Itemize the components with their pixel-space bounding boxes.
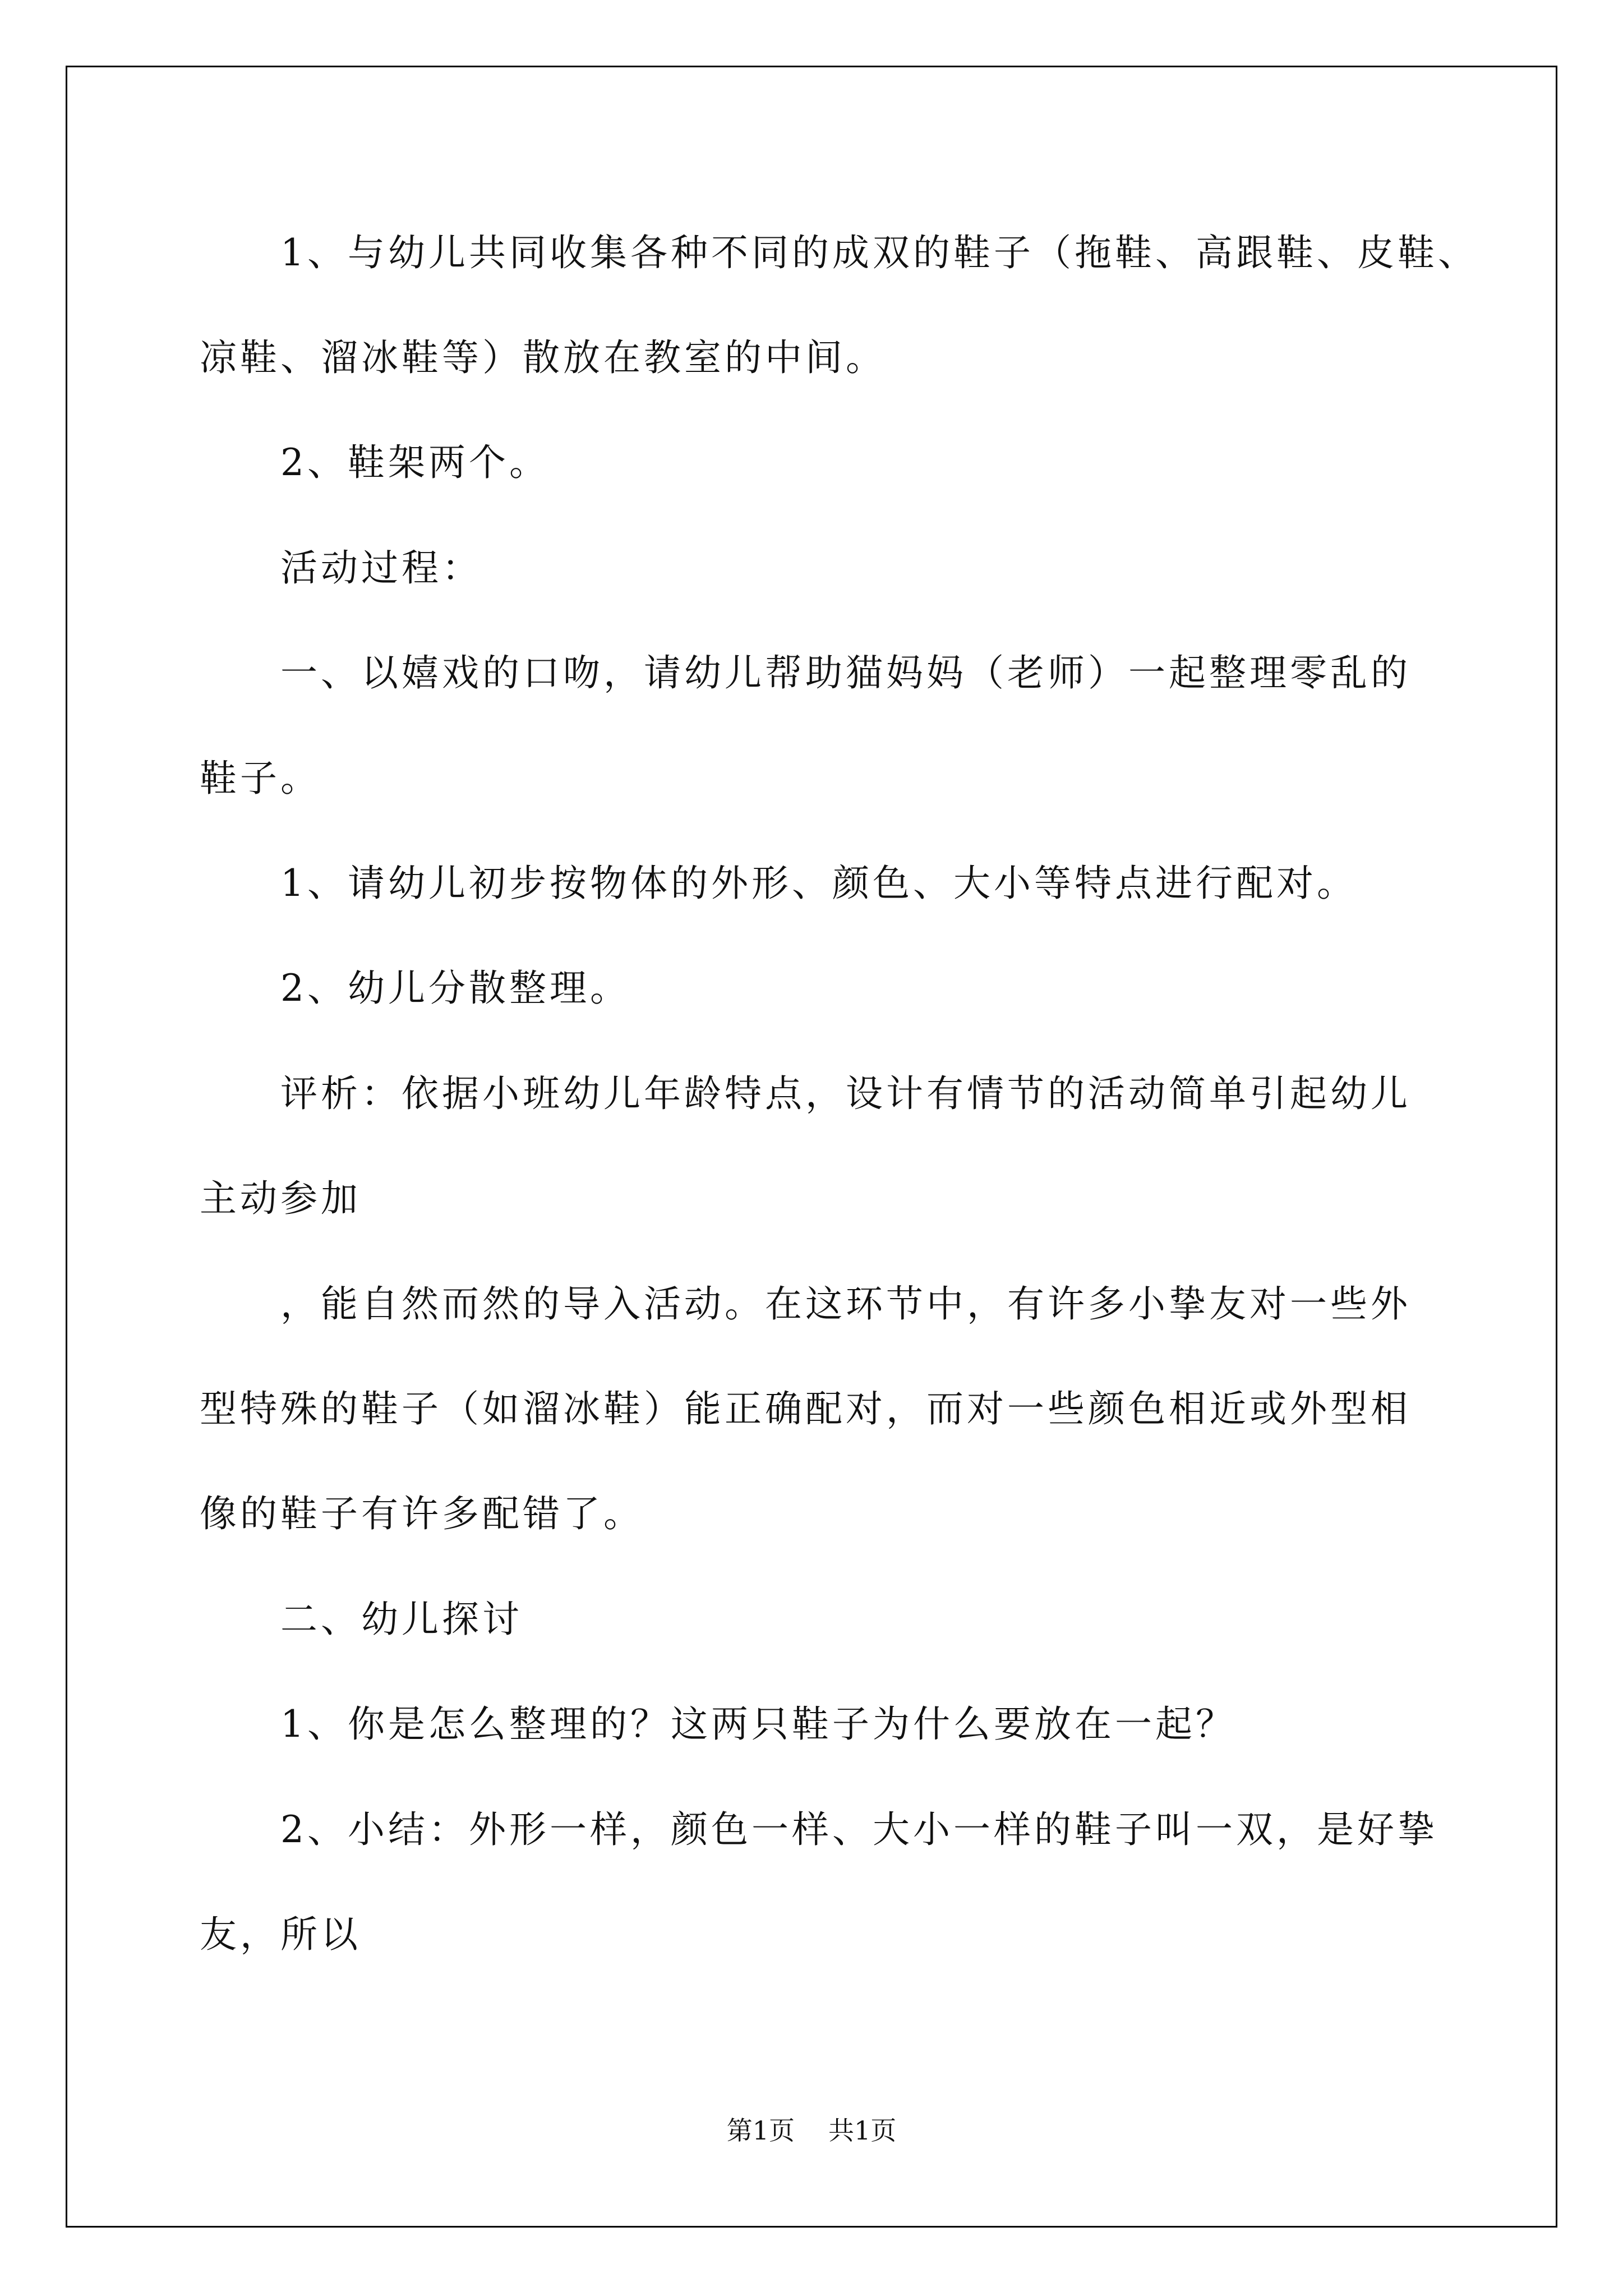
paragraph-line: 主动参加	[200, 1177, 361, 1220]
paragraph-line: 1、请幼儿初步按物体的外形、颜色、大小等特点进行配对。	[280, 862, 1357, 905]
paragraph-line: 凉鞋、溜冰鞋等）散放在教室的中间。	[200, 336, 886, 379]
page-number: 第1页	[726, 2115, 795, 2146]
paragraph-line: 像的鞋子有许多配错了。	[200, 1492, 644, 1535]
page-total: 共1页	[828, 2115, 897, 2146]
section-heading: 二、幼儿探讨	[280, 1598, 523, 1641]
paragraph-line: 2、小结：外形一样，颜色一样、大小一样的鞋子叫一双，是好挚	[280, 1808, 1438, 1851]
paragraph-line: 2、幼儿分散整理。	[280, 967, 630, 1010]
paragraph-line: 1、与幼儿共同收集各种不同的成双的鞋子（拖鞋、高跟鞋、皮鞋、	[280, 231, 1478, 274]
section-heading: 活动过程：	[280, 546, 482, 590]
paragraph-line: ，能自然而然的导入活动。在这环节中，有许多小挚友对一些外	[280, 1282, 1411, 1326]
paragraph-line: 2、鞋架两个。	[280, 441, 550, 484]
page-footer	[0, 2110, 1623, 2147]
paragraph-line: 友，所以	[200, 1913, 361, 1956]
paragraph-line: 1、你是怎么整理的？这两只鞋子为什么要放在一起？	[280, 1703, 1236, 1746]
page-border	[66, 66, 1557, 2228]
paragraph-line: 鞋子。	[200, 757, 321, 800]
paragraph-line: 评析：依据小班幼儿年龄特点，设计有情节的活动简单引起幼儿	[280, 1072, 1411, 1115]
paragraph-line: 一、以嬉戏的口吻，请幼儿帮助猫妈妈（老师）一起整理零乱的	[280, 651, 1411, 694]
paragraph-line: 型特殊的鞋子（如溜冰鞋）能正确配对，而对一些颜色相近或外型相	[200, 1387, 1411, 1430]
